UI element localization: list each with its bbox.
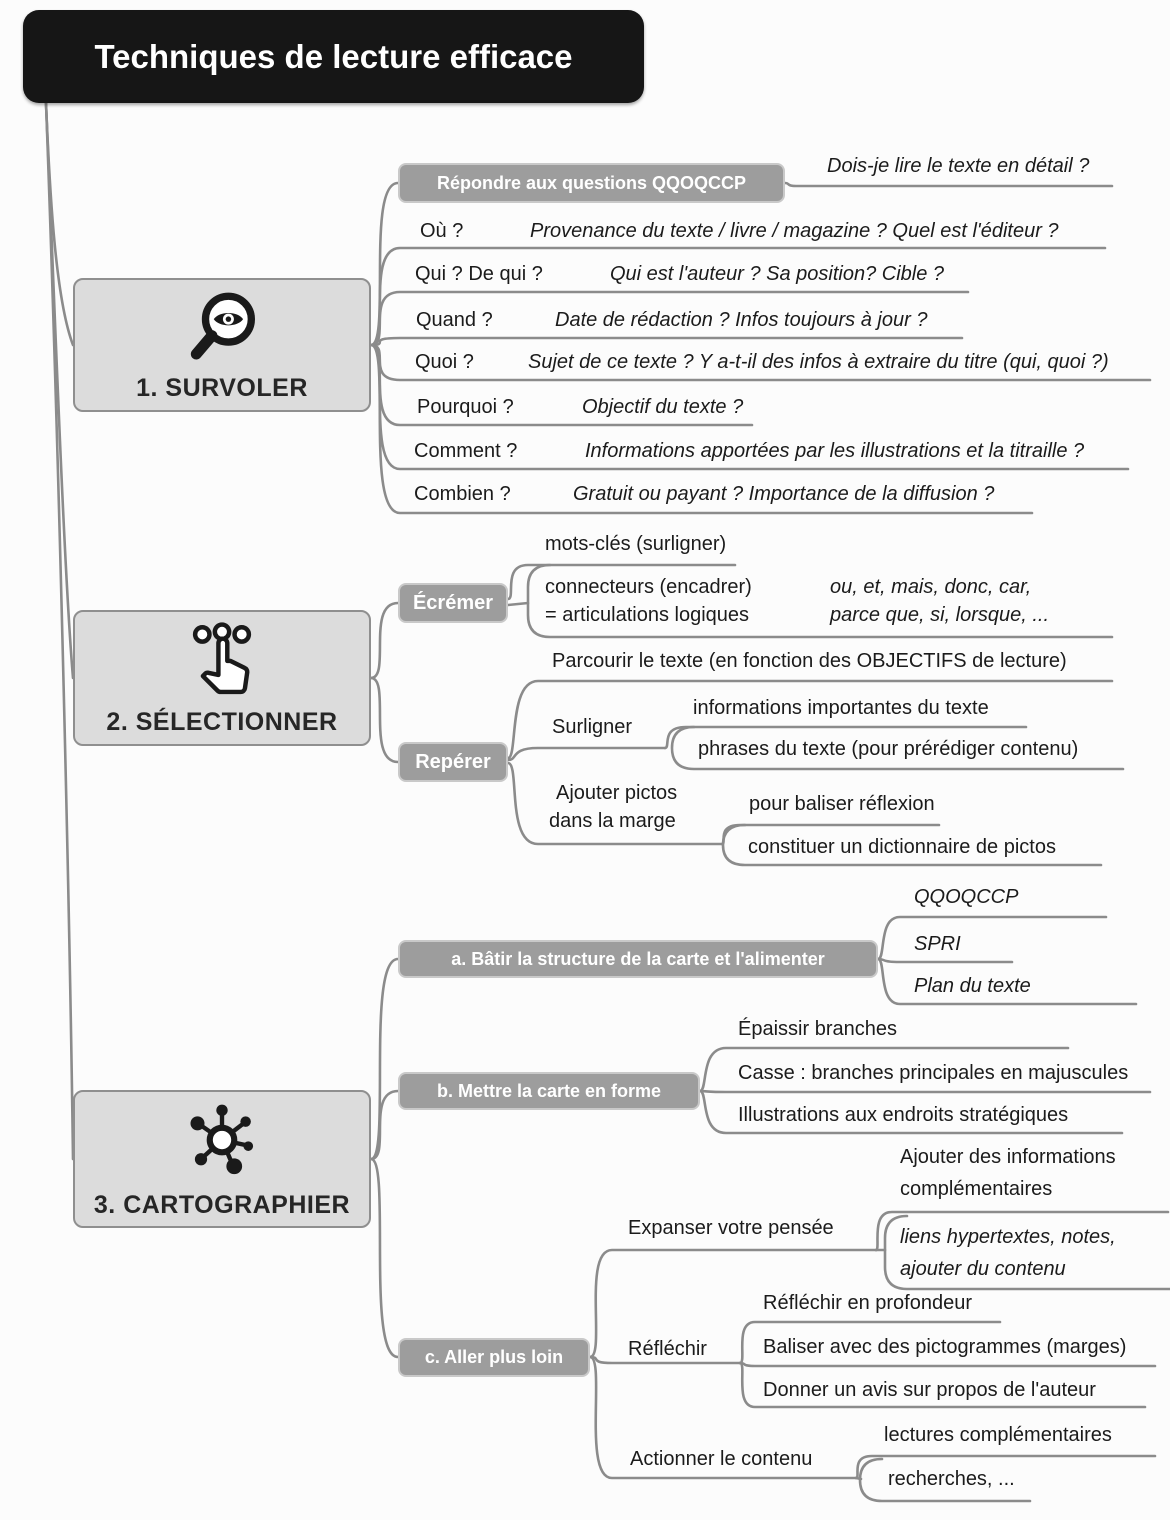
main-node-label: 2. SÉLECTIONNER <box>106 707 338 736</box>
node-reflechir-profondeur: Réfléchir en profondeur <box>763 1292 973 1314</box>
node-ecremer: Écrémer <box>398 583 508 623</box>
node-pour-baliser: pour baliser réflexion <box>749 793 935 815</box>
main-node-label: 1. SURVOLER <box>136 373 308 402</box>
main-node-selectionner <box>73 610 371 746</box>
question-desc-pourquoi: Objectif du texte ? <box>582 396 744 418</box>
node-ajouter-pictos-line2: dans la marge <box>549 810 676 832</box>
tap-hand-icon <box>179 620 265 704</box>
node-recherches: recherches, ... <box>888 1468 1015 1490</box>
magnifier-eye-icon <box>176 288 268 370</box>
node-mettre-en-forme: b. Mettre la carte en forme <box>398 1072 700 1110</box>
question-desc-qui: Qui est l'auteur ? Sa position? Cible ? <box>610 263 945 285</box>
node-plan-du-texte: Plan du texte <box>914 975 1031 997</box>
node-ajouter-infos-line1: Ajouter des informations <box>900 1146 1116 1168</box>
node-dois-je-lire: Dois-je lire le texte en détail ? <box>827 155 1090 177</box>
question-desc-quand: Date de rédaction ? Infos toujours à jour ? <box>555 309 928 331</box>
node-phrases-du-texte: phrases du texte (pour prérédiger contenu) <box>698 738 1079 760</box>
node-qqoqccp: QQOQCCP <box>914 886 1019 908</box>
node-liens-hypertextes-line2: ajouter du contenu <box>900 1258 1066 1280</box>
node-surligner: Surligner <box>552 716 633 738</box>
node-ajouter-pictos-line1: Ajouter pictos <box>556 782 678 804</box>
node-informations-importantes: informations importantes du texte <box>693 697 989 719</box>
node-constituer-dictionnaire: constituer un dictionnaire de pictos <box>748 836 1056 858</box>
node-connecteurs-exemples-line1: ou, et, mais, donc, car, <box>830 576 1032 598</box>
node-mots-cles: mots-clés (surligner) <box>545 533 727 555</box>
node-batir-structure: a. Bâtir la structure de la carte et l'alimenter <box>398 940 878 978</box>
node-aller-plus-loin: c. Aller plus loin <box>398 1338 590 1377</box>
node-ajouter-infos-line2: complémentaires <box>900 1178 1053 1200</box>
question-label-qui: Qui ? De qui ? <box>415 263 543 285</box>
node-baliser-pictogrammes: Baliser avec des pictogrammes (marges) <box>763 1336 1127 1358</box>
question-label-quoi: Quoi ? <box>415 351 474 373</box>
node-connecteurs-line1: connecteurs (encadrer) <box>545 576 752 598</box>
node-epaissir-branches: Épaissir branches <box>738 1018 897 1040</box>
node-reflechir: Réfléchir <box>628 1338 707 1360</box>
question-desc-ou: Provenance du texte / livre / magazine ? Quel est l'éditeur ? <box>530 220 1059 242</box>
node-reperer: Repérer <box>398 742 508 782</box>
node-lectures-complementaires: lectures complémentaires <box>884 1424 1112 1446</box>
node-connecteurs-line2: = articulations logiques <box>545 604 750 626</box>
node-parcourir: Parcourir le texte (en fonction des OBJECTIFS de lecture) <box>552 650 1067 672</box>
map-title: Techniques de lecture efficace <box>23 10 644 103</box>
node-illustrations-strategiques: Illustrations aux endroits stratégiques <box>738 1104 1069 1126</box>
node-casse-majuscules: Casse : branches principales en majuscules <box>738 1062 1129 1084</box>
main-node-survoler <box>73 278 371 412</box>
node-spri: SPRI <box>914 933 961 955</box>
main-node-cartographier <box>73 1090 371 1228</box>
question-label-pourquoi: Pourquoi ? <box>417 396 514 418</box>
question-label-ou: Où ? <box>420 220 464 242</box>
node-connecteurs-exemples-line2: parce que, si, lorsque, ... <box>830 604 1050 626</box>
node-repondre-qqoqccp: Répondre aux questions QQOQCCP <box>398 163 785 203</box>
node-expanser-pensee: Expanser votre pensée <box>628 1217 834 1239</box>
node-liens-hypertextes-line1: liens hypertextes, notes, <box>900 1226 1116 1248</box>
node-actionner-contenu: Actionner le contenu <box>630 1448 813 1470</box>
question-desc-comment: Informations apportées par les illustrations et la titraille ? <box>585 440 1085 462</box>
question-label-combien: Combien ? <box>414 483 511 505</box>
node-donner-avis: Donner un avis sur propos de l'auteur <box>763 1379 1096 1401</box>
main-node-label: 3. CARTOGRAPHIER <box>93 1191 351 1219</box>
question-label-comment: Comment ? <box>414 440 518 462</box>
question-desc-combien: Gratuit ou payant ? Importance de la diffusion ? <box>573 483 995 505</box>
network-hub-icon <box>180 1098 264 1187</box>
question-label-quand: Quand ? <box>416 309 493 331</box>
question-desc-quoi: Sujet de ce texte ? Y a-t-il des infos à extraire du titre (qui, quoi ?) <box>528 351 1109 373</box>
